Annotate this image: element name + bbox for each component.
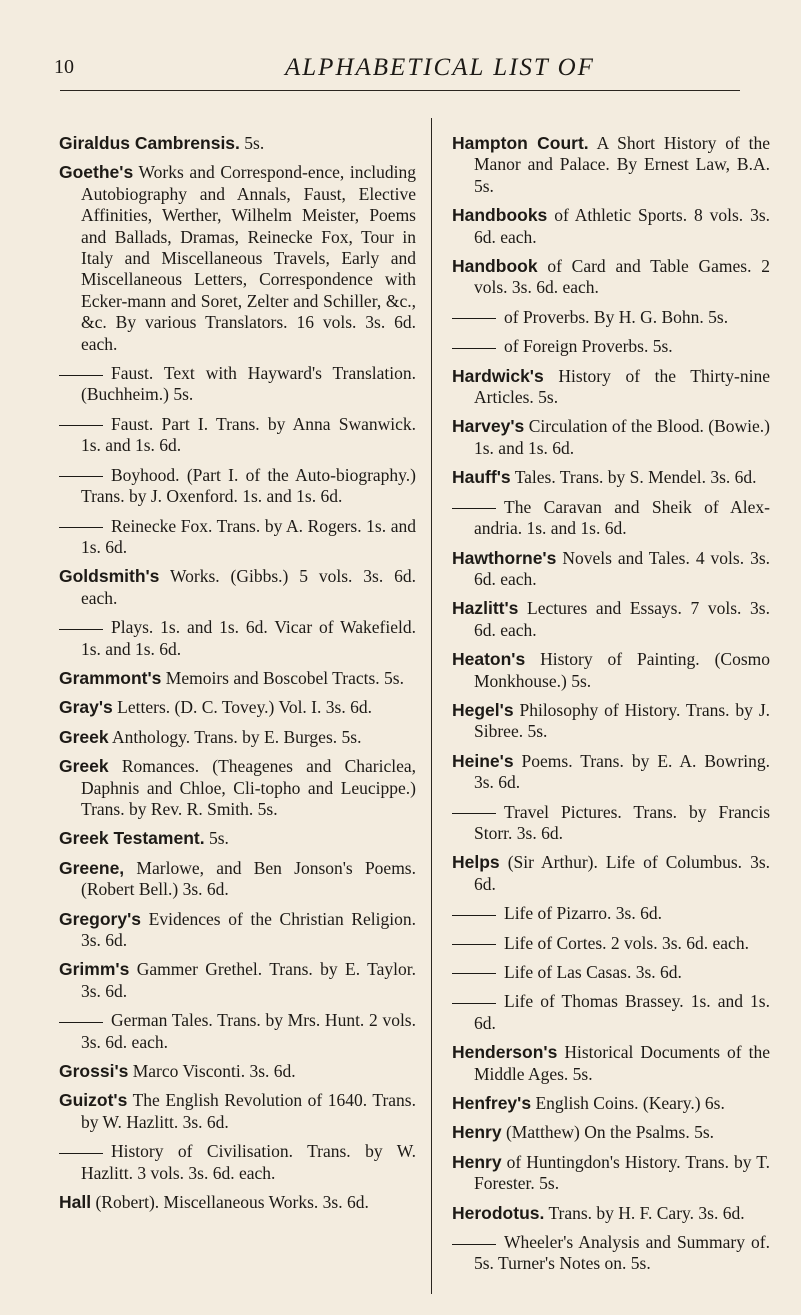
page-number: 10	[54, 56, 74, 78]
entry-heading: Hazlitt's	[452, 598, 519, 619]
entry-text: 5s.	[244, 133, 265, 153]
catalog-entry	[452, 1093, 770, 1114]
entry-heading: Guizot's	[59, 1090, 128, 1111]
sub-entry	[59, 1141, 416, 1184]
entry-text: Evidences of the Christian Religion. 3s. 6d.	[81, 908, 417, 950]
catalog-entry	[452, 598, 770, 641]
entry-text: Faust. Part I. Trans. by Anna Swanwick. 1s. and 1s. 6d.	[81, 413, 416, 456]
sub-entry	[452, 962, 770, 983]
entry-heading: Hardwick's	[452, 365, 544, 386]
catalog-entry	[452, 649, 770, 692]
entry-text: (Sir Arthur). Life of Columbus. 3s. 6d.	[474, 852, 771, 894]
entry-heading: Grossi's	[59, 1061, 129, 1082]
entry-heading: Greek	[59, 756, 109, 777]
entry-text: of Huntingdon's History. Trans. by T. Forester. 5s.	[474, 1151, 770, 1194]
catalog-entry	[59, 959, 416, 1002]
catalog-entry	[59, 727, 416, 748]
entry-text: (Matthew) On the Psalms. 5s.	[505, 1122, 715, 1143]
catalog-entry	[452, 1042, 770, 1085]
entry-heading: Henry	[452, 1122, 502, 1143]
entry-text: History of Civilisation. Trans. by W. Hazlitt. 3 vols. 3s. 6d. each.	[81, 1141, 416, 1183]
entry-heading: Handbooks	[452, 205, 548, 226]
page-header	[0, 0, 801, 96]
entry-heading: Giraldus Cambrensis.	[59, 133, 240, 153]
entry-text: The Caravan and Sheik of Alex-andria. 1s. and 1s. 6d.	[474, 496, 770, 539]
catalog-entry	[452, 133, 770, 197]
entry-text: Historical Documents of the Middle Ages. 5s.	[474, 1042, 770, 1084]
entry-text: Marlowe, and Ben Jonson's Poems. (Robert Bell.) 3s. 6d.	[81, 857, 416, 900]
entry-text: Marco Visconti. 3s. 6d.	[132, 1061, 296, 1082]
sub-entry	[59, 617, 416, 660]
sub-entry	[452, 933, 770, 954]
catalog-entry	[59, 697, 416, 718]
entry-heading: Grimm's	[59, 959, 130, 980]
entry-heading: Hawthorne's	[452, 547, 557, 568]
running-title: ALPHABETICAL LIST OF	[285, 54, 595, 81]
entry-heading: Hampton Court.	[452, 133, 589, 153]
catalog-entry	[59, 668, 416, 689]
entry-heading: Helps	[452, 852, 500, 873]
catalog-entry	[452, 700, 770, 743]
sub-entry	[452, 336, 770, 357]
entry-heading: Harvey's	[452, 416, 525, 437]
entry-text: The English Revolution of 1640. Trans. by W. Hazlitt. 3s. 6d.	[81, 1090, 416, 1132]
entry-heading: Hall	[59, 1192, 92, 1213]
entry-text: 5s.	[208, 828, 229, 849]
entry-text: Tales. Trans. by S. Mendel. 3s. 6d.	[514, 467, 757, 488]
entry-text: Boyhood. (Part I. of the Auto-biography.) Trans. by J. Oxenford. 1s. and 1s. 6d.	[81, 464, 416, 507]
entry-text: Letters. (D. C. Tovey.) Vol. I. 3s. 6d.	[117, 697, 372, 718]
sub-entry	[452, 903, 770, 924]
catalog-entry	[452, 548, 770, 591]
entry-heading: Greek	[59, 726, 109, 747]
sub-entry	[452, 307, 770, 328]
catalog-entry	[452, 1152, 770, 1195]
entry-text: Lectures and Essays. 7 vols. 3s. 6d. each.	[474, 598, 770, 640]
catalog-entry	[59, 756, 416, 820]
entry-heading: Heaton's	[452, 649, 526, 670]
entry-text: Travel Pictures. Trans. by Francis Storr. 3s. 6d.	[474, 801, 770, 843]
catalog-entry	[59, 1061, 416, 1082]
entry-text: Life of Cortes. 2 vols. 3s. 6d. each.	[504, 932, 749, 953]
entry-text: Plays. 1s. and 1s. 6d. Vicar of Wakefield. 1s. and 1s. 6d.	[81, 617, 416, 659]
entry-text: A Short History of the Manor and Palace. By Ernest Law, B.A. 5s.	[474, 133, 770, 196]
catalog-entry	[59, 828, 416, 849]
entry-text: Novels and Tales. 4 vols. 3s. 6d. each.	[474, 547, 771, 589]
entry-text: Circulation of the Blood. (Bowie.) 1s. and 1s. 6d.	[474, 416, 771, 458]
entry-text: Trans. by H. F. Cary. 3s. 6d.	[548, 1202, 745, 1223]
catalog-entry	[59, 858, 416, 901]
entry-text: of Athletic Sports. 8 vols. 3s. 6d. each.	[474, 205, 771, 247]
entry-heading: Henfrey's	[452, 1093, 532, 1114]
entry-heading: Henderson's	[452, 1042, 558, 1063]
right-column	[452, 133, 770, 1283]
entry-text: of Card and Table Games. 2 vols. 3s. 6d. each.	[474, 256, 770, 298]
entry-text: Life of Las Casas. 3s. 6d.	[504, 962, 682, 982]
entry-heading: Henry	[452, 1151, 502, 1172]
entry-text: Memoirs and Boscobel Tracts. 5s.	[165, 667, 404, 688]
catalog-entry	[452, 416, 770, 459]
sub-entry	[452, 802, 770, 845]
entry-text: Anthology. Trans. by E. Burges. 5s.	[112, 726, 362, 747]
catalog-entry	[59, 162, 416, 355]
sub-entry	[59, 414, 416, 457]
catalog-entry	[59, 909, 416, 952]
entry-heading: Hauff's	[452, 467, 511, 488]
sub-entry	[59, 465, 416, 508]
sub-entry	[59, 516, 416, 559]
entry-text: German Tales. Trans. by Mrs. Hunt. 2 vols. 3s. 6d. each.	[81, 1010, 416, 1052]
catalog-entry	[452, 751, 770, 794]
column-divider	[431, 118, 432, 1294]
catalog-entry	[59, 1090, 416, 1133]
entry-text: History of Painting. (Cosmo Monkhouse.) 5s.	[474, 649, 770, 691]
entry-heading: Gregory's	[59, 908, 141, 929]
catalog-entry	[452, 256, 770, 299]
entry-text: History of the Thirty-nine Articles. 5s.	[474, 365, 770, 408]
entry-text: (Robert). Miscellaneous Works. 3s. 6d.	[95, 1192, 369, 1213]
entry-heading: Hegel's	[452, 699, 514, 720]
catalog-entry	[59, 133, 416, 154]
entry-text: Romances. (Theagenes and Chariclea, Daphnis and Chloe, Cli-topho and Leucippe.) Trans. by Rev. R. Smith. 5s.	[81, 756, 417, 819]
entry-text: Faust. Text with Hayward's Translation. (Buchheim.) 5s.	[81, 363, 416, 405]
entry-heading: Handbook	[452, 256, 538, 277]
entry-text: English Coins. (Keary.) 6s.	[535, 1093, 725, 1114]
sub-entry	[59, 363, 416, 406]
entry-text: Life of Thomas Brassey. 1s. and 1s. 6d.	[474, 991, 770, 1033]
sub-entry	[452, 1232, 770, 1275]
entry-heading: Herodotus.	[452, 1202, 545, 1223]
left-column	[59, 133, 416, 1221]
entry-heading: Goethe's	[59, 162, 134, 183]
catalog-entry	[452, 1203, 770, 1224]
entry-heading: Heine's	[452, 750, 514, 771]
sub-entry	[452, 991, 770, 1034]
catalog-entry	[452, 366, 770, 409]
catalog-entry	[452, 205, 770, 248]
entry-heading: Greek Testament.	[59, 828, 205, 849]
entry-text: Philosophy of History. Trans. by J. Sibree. 5s.	[474, 699, 771, 742]
catalog-entry	[59, 566, 416, 609]
entry-text: Life of Pizarro. 3s. 6d.	[504, 903, 662, 924]
entry-heading: Gray's	[59, 697, 113, 718]
catalog-entry	[452, 467, 770, 488]
entry-heading: Goldsmith's	[59, 566, 160, 587]
entry-heading: Grammont's	[59, 667, 162, 688]
entry-text: Gammer Grethel. Trans. by E. Taylor. 3s. 6d.	[81, 959, 416, 1001]
header-rule	[60, 90, 740, 91]
catalog-entry	[59, 1192, 416, 1213]
sub-entry	[452, 497, 770, 540]
entry-text: Works. (Gibbs.) 5 vols. 3s. 6d. each.	[81, 566, 417, 608]
entry-text: of Foreign Proverbs. 5s.	[504, 336, 673, 357]
entry-text: of Proverbs. By H. G. Bohn. 5s.	[504, 306, 729, 327]
entry-text: Reinecke Fox. Trans. by A. Rogers. 1s. and 1s. 6d.	[81, 515, 416, 557]
entry-text: Works and Correspond-ence, including Autobiography and Annals, Faust, Elective Affinities, Werther, Wilhelm Meister, Poems and Ballads, Dramas, Reinecke Fox, Tour in Italy and Miscellaneous Travels, Early and Miscellaneous Letters, Correspondence with Ecker-mann and Soret, Zelter and Schiller, &c., &c. By various Translators. 16 vols. 3s. 6d. each.	[81, 162, 416, 354]
entry-text: Poems. Trans. by E. A. Bowring. 3s. 6d.	[474, 750, 771, 793]
catalog-entry	[452, 1122, 770, 1143]
entry-heading: Greene,	[59, 857, 125, 878]
entry-text: Wheeler's Analysis and Summary of. 5s. Turner's Notes on. 5s.	[474, 1232, 770, 1274]
sub-entry	[59, 1010, 416, 1053]
catalog-entry	[452, 852, 770, 895]
